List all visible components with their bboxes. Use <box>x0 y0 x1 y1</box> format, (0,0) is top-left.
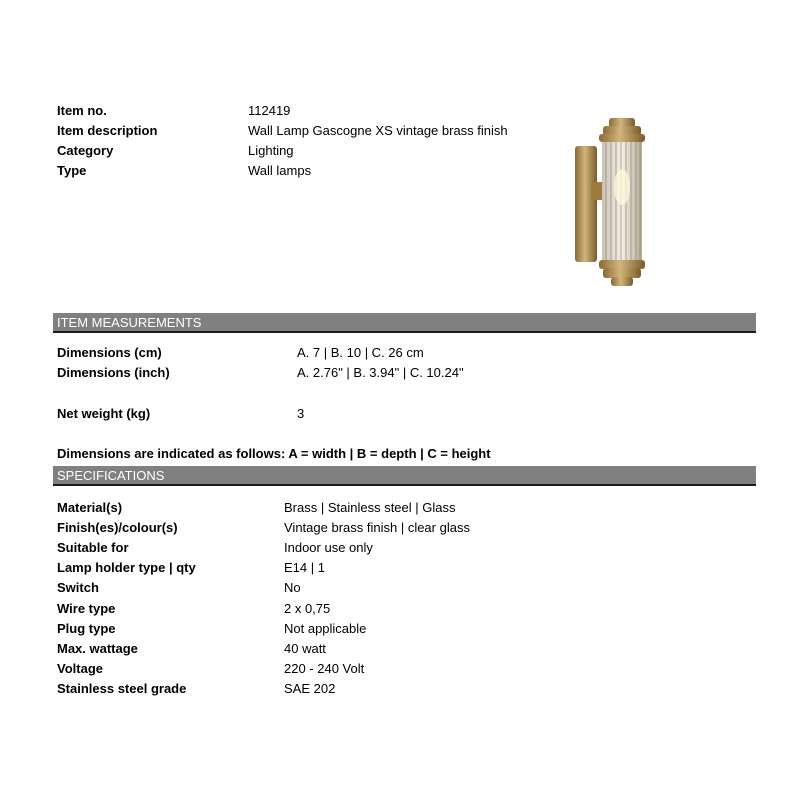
item-description-label: Item description <box>57 123 158 138</box>
suitable-for-label: Suitable for <box>57 540 129 555</box>
specifications-header <box>53 466 756 486</box>
item-no-label: Item no. <box>57 103 107 118</box>
item-measurements-title: ITEM MEASUREMENTS <box>57 315 202 330</box>
plug-type-value: Not applicable <box>284 621 367 636</box>
wall-lamp-image <box>565 112 655 292</box>
lamp-holder-value: E14 | 1 <box>284 560 325 575</box>
type-value: Wall lamps <box>248 163 312 178</box>
switch-label: Switch <box>57 580 99 595</box>
max-wattage-label: Max. wattage <box>57 641 138 656</box>
item-no-value: 112419 <box>248 103 291 118</box>
item-description-value: Wall Lamp Gascogne XS vintage brass finish <box>248 123 508 138</box>
finish-label: Finish(es)/colour(s) <box>57 520 178 535</box>
dimensions-inch-value: A. 2.76" | B. 3.94" | C. 10.24" <box>297 365 464 380</box>
dimensions-cm-value: A. 7 | B. 10 | C. 26 cm <box>297 345 424 360</box>
dimensions-cm-label: Dimensions (cm) <box>57 345 162 360</box>
item-measurements-header <box>53 313 756 333</box>
wire-type-value: 2 x 0,75 <box>284 601 331 616</box>
finish-value: Vintage brass finish | clear glass <box>284 520 470 535</box>
material-value: Brass | Stainless steel | Glass <box>284 500 456 515</box>
voltage-label: Voltage <box>57 661 103 676</box>
net-weight-label: Net weight (kg) <box>57 406 151 421</box>
material-label: Material(s) <box>57 500 123 515</box>
category-value: Lighting <box>248 143 294 158</box>
specifications-title: SPECIFICATIONS <box>57 468 165 483</box>
steel-grade-value: SAE 202 <box>284 681 336 696</box>
voltage-value: 220 - 240 Volt <box>284 661 365 676</box>
switch-value: No <box>284 580 301 595</box>
dimensions-inch-label: Dimensions (inch) <box>57 365 170 380</box>
net-weight-value: 3 <box>297 406 305 421</box>
steel-grade-label: Stainless steel grade <box>57 681 187 696</box>
type-label: Type <box>57 163 87 178</box>
max-wattage-value: 40 watt <box>284 641 326 656</box>
dimensions-note: Dimensions are indicated as follows: A = width | B = depth | C = height <box>57 446 491 461</box>
suitable-for-value: Indoor use only <box>284 540 373 555</box>
category-label: Category <box>57 143 114 158</box>
wire-type-label: Wire type <box>57 601 116 616</box>
lamp-holder-label: Lamp holder type | qty <box>57 560 196 575</box>
plug-type-label: Plug type <box>57 621 116 636</box>
